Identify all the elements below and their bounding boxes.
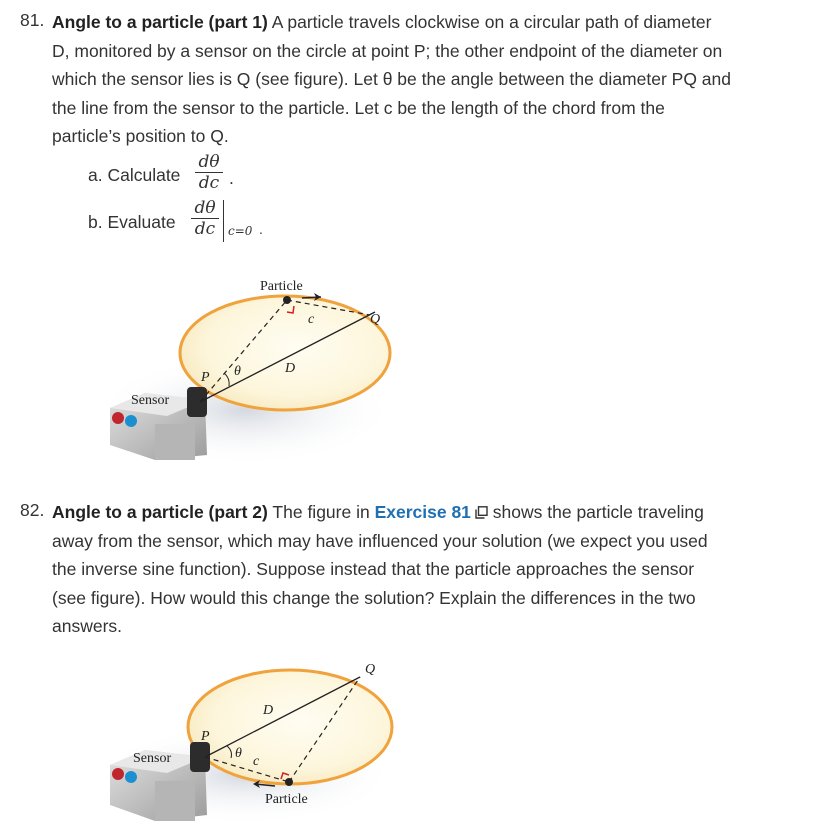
exercise-number: 81. (20, 10, 45, 30)
text-line: answers. (52, 616, 123, 637)
particle-label: Particle (265, 792, 308, 807)
text-line: (see figure). How would this change the solution? Explain the differences in the two (52, 587, 696, 608)
diameter-label: D (285, 361, 296, 376)
point-q-label: Q (370, 312, 381, 327)
particle-dot (285, 778, 293, 786)
part-b-label: b. Evaluate (88, 212, 176, 232)
exercise-81-text (52, 8, 797, 151)
exercise-title: Angle to a particle (part 2) (52, 502, 268, 522)
theta-label: θ (234, 364, 241, 379)
text-line: away from the sensor, which may have influenced your solution (we expect you used (52, 530, 708, 551)
text-line: which the sensor lies is Q (see figure). Let θ be the angle between the diameter PQ and (52, 69, 731, 90)
sensor-label: Sensor (131, 393, 170, 408)
exercise-title: Angle to a particle (part 1) (52, 12, 268, 32)
text-line: D, monitored by a sensor on the circle at point P; the other endpoint of the diameter on (52, 40, 723, 61)
text-line: the line from the sensor to the particle. Let c be the length of the chord from the (52, 97, 665, 118)
external-link-icon[interactable] (475, 499, 488, 512)
text-line: the inverse sine function). Suppose instead that the particle approaches the sensor (52, 559, 695, 580)
part-a-label: a. Calculate (88, 165, 181, 185)
sensor-label: Sensor (133, 751, 172, 766)
derivative-fraction (190, 198, 220, 239)
text-line: particle’s position to Q. (52, 126, 229, 147)
point-q-label: Q (365, 662, 376, 677)
period: . (229, 168, 234, 188)
evaluation-point: c=0 (228, 224, 253, 238)
red-light-icon (112, 412, 124, 424)
point-p-label: P (201, 370, 210, 385)
chord-label: c (308, 312, 315, 327)
sensor-head (187, 387, 207, 417)
text-fragment: shows the particle traveling (492, 502, 704, 522)
circular-path (188, 670, 392, 784)
derivative-fraction (194, 152, 224, 193)
fraction-denominator: dc (198, 173, 220, 193)
period: . (259, 221, 263, 237)
evaluation-bar (223, 200, 224, 242)
blue-light-icon (125, 771, 137, 783)
text-line: A particle travels clockwise on a circular path of diameter (271, 12, 712, 32)
text-fragment: The figure in (272, 502, 370, 522)
particle-dot (283, 296, 291, 304)
exercise-82-text (52, 498, 797, 641)
chord-label: c (253, 754, 260, 769)
exercise-81-link[interactable]: Exercise 81 (374, 502, 471, 522)
particle-label: Particle (260, 279, 303, 294)
fraction-denominator: dc (194, 219, 216, 239)
figure-particle-approaching (95, 645, 415, 825)
theta-label: θ (235, 746, 242, 761)
point-p-label: P (201, 729, 210, 744)
exercise-number: 82. (20, 500, 45, 520)
fraction-numerator: dθ (198, 152, 220, 172)
fraction-numerator: dθ (194, 198, 216, 218)
diameter-label: D (263, 703, 274, 718)
figure-particle-away (95, 260, 415, 460)
blue-light-icon (125, 415, 137, 427)
red-light-icon (112, 768, 124, 780)
